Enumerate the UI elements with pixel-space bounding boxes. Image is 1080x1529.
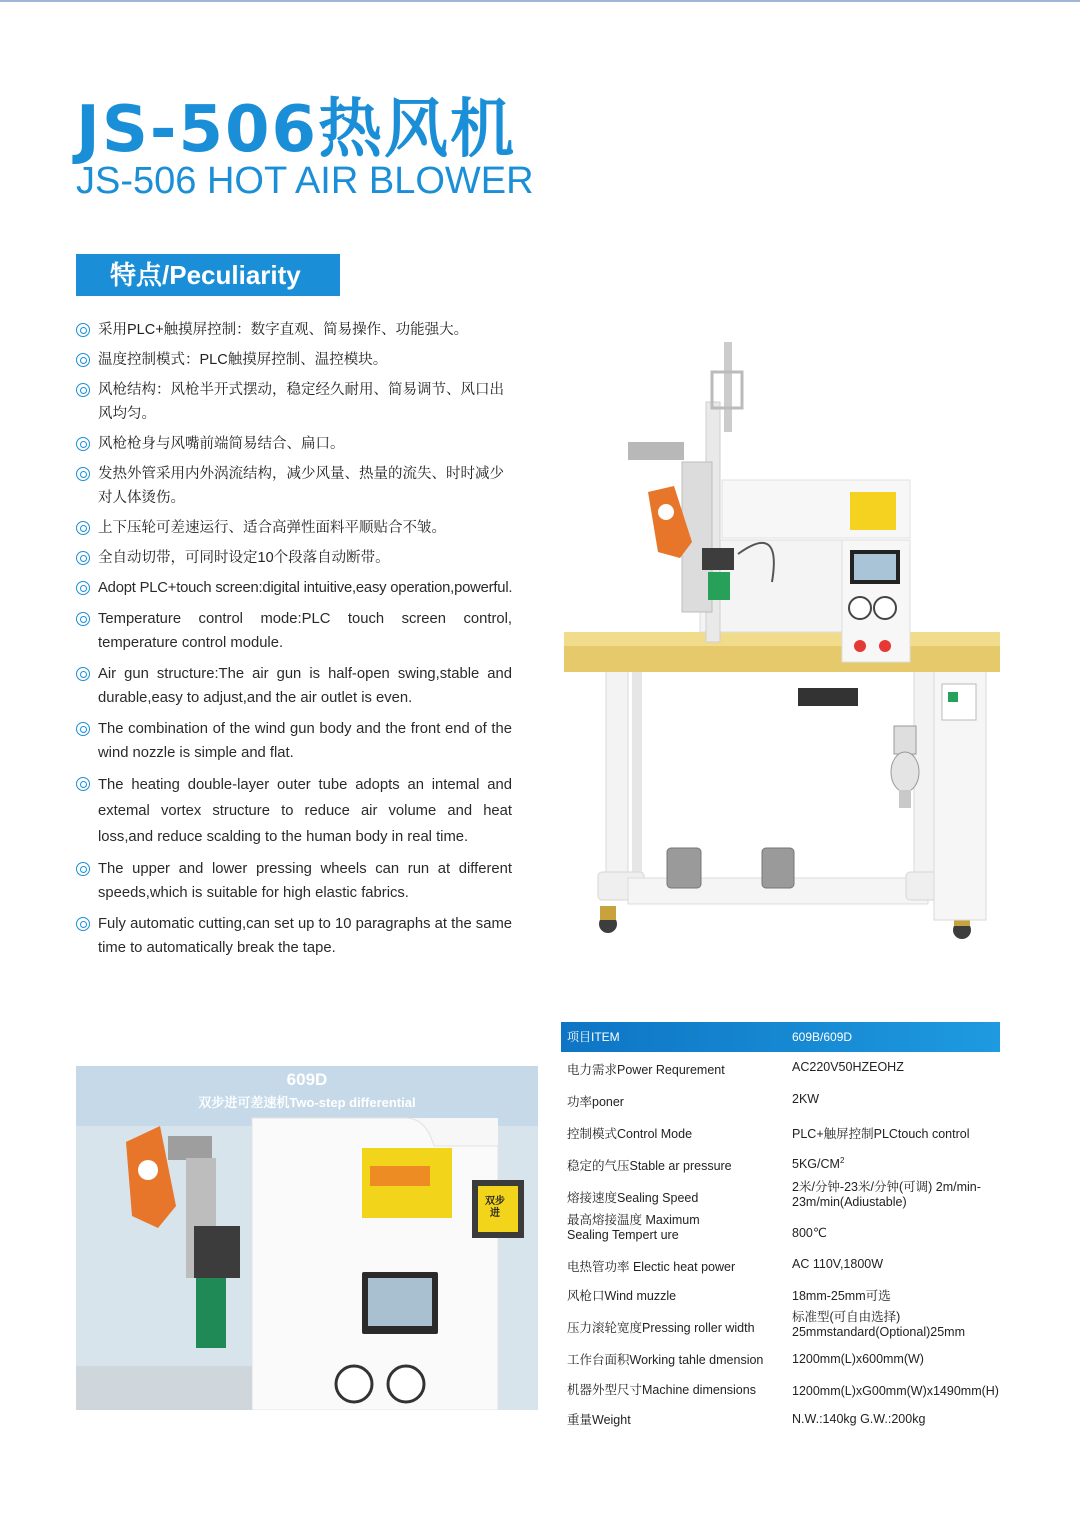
photo-side-label: 双步进: [485, 1196, 505, 1219]
photo-model-label: 609D: [286, 1070, 328, 1089]
feature-cn-item: 全自动切带，可同时设定10个段落自动断带。: [76, 546, 546, 570]
bullet-icon: [76, 722, 90, 736]
photo-caption: 双步进可差速机Two-step differential: [198, 1095, 416, 1110]
spec-table-header: [561, 1022, 1000, 1052]
feature-en-item: The heating double-layer outer tube adopts an intemal and extemal vortex structure to reduce air volume and heat loss,and reduce scalding to the human body in real time.: [76, 772, 512, 850]
bullet-icon: [76, 353, 90, 367]
bullet-icon: [76, 551, 90, 565]
feature-en-item: The combination of the wind gun body and the front end of the wind nozzle is simple and flat.: [76, 717, 512, 765]
bullet-icon: [76, 917, 90, 931]
feature-en-item: The upper and lower pressing wheels can run at different speeds,which is suitable for high elastic fabrics.: [76, 857, 512, 905]
section-header-peculiarity: 特点/Peculiarity: [76, 254, 340, 296]
top-border-line: [0, 0, 1080, 2]
features-cn-list: [76, 318, 546, 576]
feature-cn-item: 上下压轮可差速运行、适合高弹性面料平顺贴合不皱。: [76, 516, 546, 540]
bullet-icon: [76, 437, 90, 451]
page-title: JS-506热风机: [76, 93, 517, 167]
spec-header-model: 609B/609D: [792, 1030, 853, 1044]
feature-cn-item: 风枪枪身与风嘴前端简易结合、扁口。: [76, 432, 546, 456]
bullet-icon: [76, 667, 90, 681]
bullet-icon: [76, 581, 90, 595]
detail-photo: [76, 1066, 538, 1410]
feature-cn-item: 采用PLC+触摸屏控制：数字直观、简易操作、功能强大。: [76, 318, 546, 342]
feature-en-item: Fuly automatic cutting,can set up to 10 paragraphs at the same time to automatically break the tape.: [76, 912, 512, 960]
feature-cn-item: 风枪结构：风枪半开式摆动，稳定经久耐用、简易调节、风口出风均匀。: [76, 378, 518, 426]
bullet-icon: [76, 862, 90, 876]
feature-en-item: Temperature control mode:PLC touch screen control, temperature control module.: [76, 607, 512, 655]
features-en-list: [76, 576, 512, 967]
page-subtitle: JS-506 HOT AIR BLOWER: [76, 160, 534, 202]
feature-en-item: Adopt PLC+touch screen:digital intuitive,easy operation,powerful.: [76, 576, 568, 600]
spec-header-item: 项目ITEM: [567, 1030, 620, 1044]
bullet-icon: [76, 612, 90, 626]
bullet-icon: [76, 383, 90, 397]
feature-cn-item: 温度控制模式：PLC触摸屏控制、温控模块。: [76, 348, 546, 372]
feature-en-item: Air gun structure:The air gun is half-open swing,stable and durable,easy to adjust,and the air outlet is even.: [76, 662, 512, 710]
machine-photo: [562, 332, 1002, 944]
feature-cn-item: 发热外管采用内外涡流结构，减少风量、热量的流失、时时减少对人体烫伤。: [76, 462, 518, 510]
bullet-icon: [76, 467, 90, 481]
bullet-icon: [76, 323, 90, 337]
bullet-icon: [76, 777, 90, 791]
detail-photo-art: [76, 1066, 538, 1410]
bullet-icon: [76, 521, 90, 535]
